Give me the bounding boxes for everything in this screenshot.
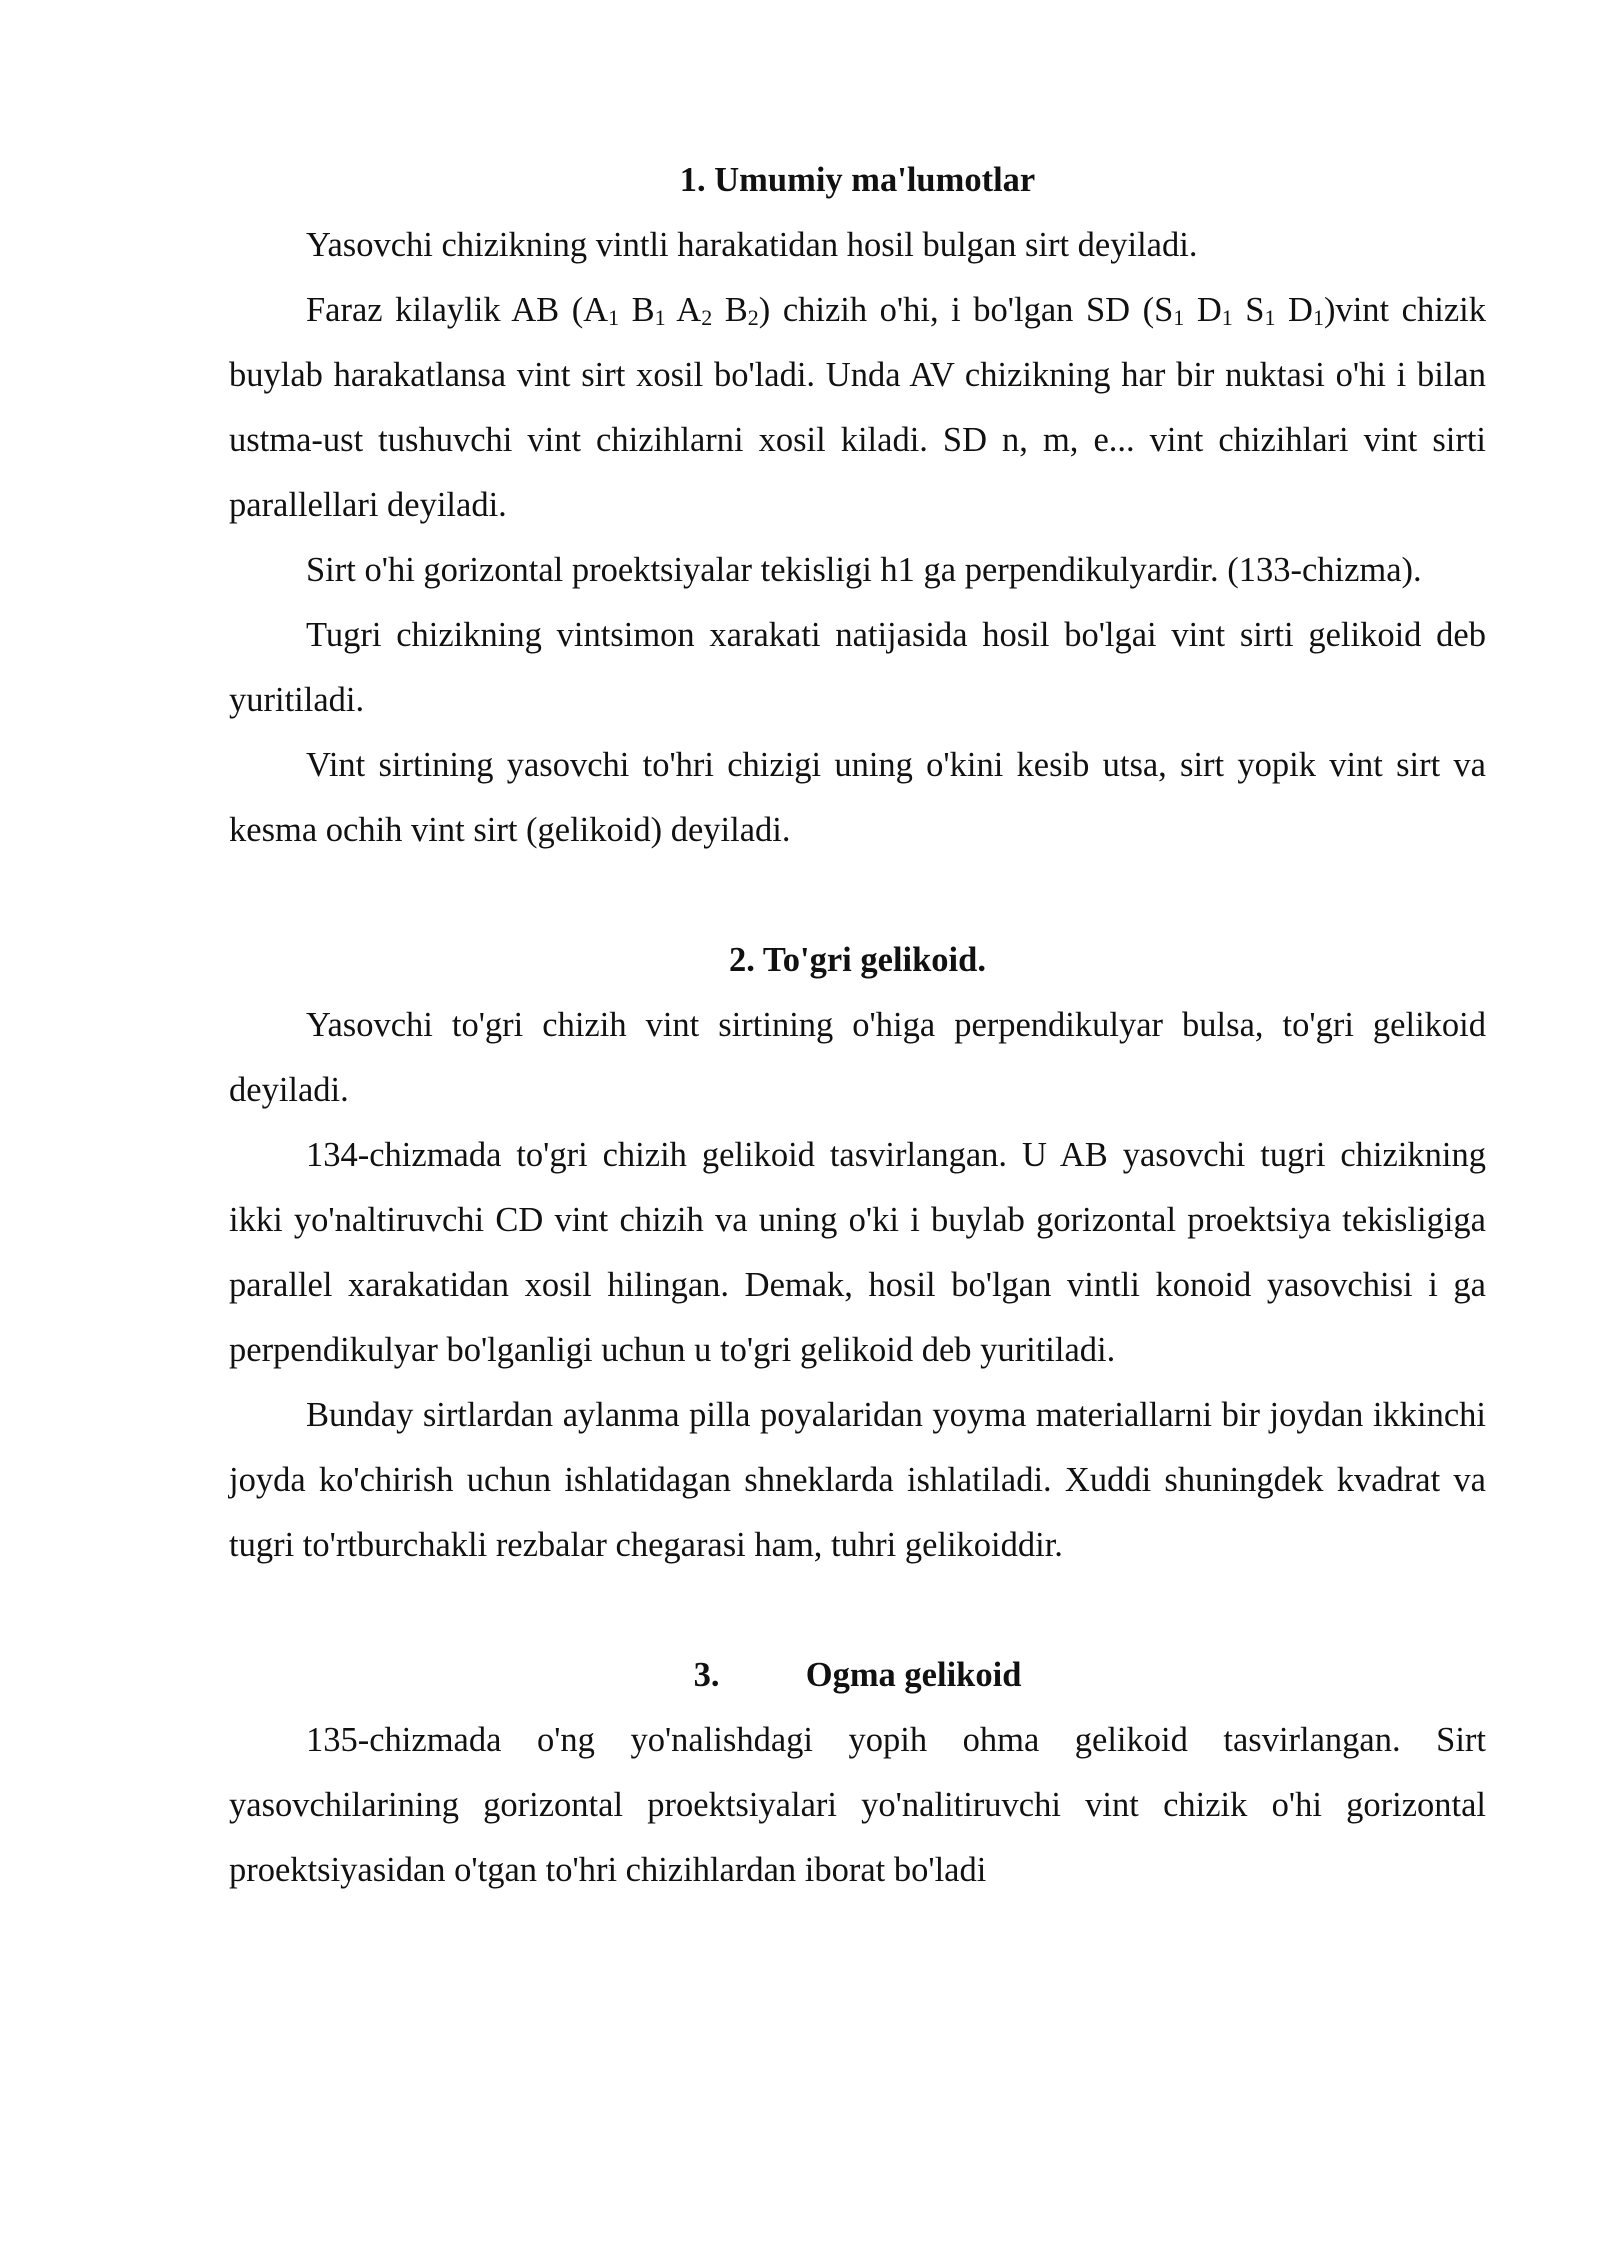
section-3-paragraph-1: 135-chizmada o'ng yo'nalishdagi yopih ohma gelikoid tasvirlangan. Sirt yasovchilarining gorizontal proektsiyalari yo'nalitiruvchi vint chizik o'hi gorizontal proektsiyasidan o'tgan to'hri chizihlardan iborat bo'ladi	[229, 1721, 1486, 1889]
section-2-paragraph-2: 134-chizmada to'gri chizih gelikoid tasvirlangan. U AB yasovchi tugri chizikning ikki yo'naltiruvchi CD vint chizih va uning o'ki i buylab gorizontal proektsiya tekisligiga parallel xarakatidan xosil hilingan. Demak, hosil bo'lgan vintli konoid yasovchisi i ga perpendikulyar bo'lganligi uchun u to'gri gelikoid deb yuritiladi.	[229, 1136, 1486, 1369]
section-1-paragraph-2: Faraz kilaylik AB ($A_1$ $B_1$ $A_2$ $B_2$) chizih o'hi, i bo'lgan SD ($S_1$ $D_1$ $S_1$ $D_1)vint$ chizik buylab harakatlansa vint sirt xosil bo'ladi. Unda AV chizikning har bir nuktasi o'hi i bilan ustma-ust tushuvchi vint chizihlarni xosil kiladi. SD n, m, e... vint chizihlari vint sirti parallellari deyiladi.	[229, 291, 1486, 524]
section-1-heading: 1. Umumiy ma'lumotlar	[679, 161, 1036, 199]
section-3-heading: 3. Ogma gelikoid	[693, 1656, 1022, 1694]
section-2-paragraph-1: Yasovchi to'gri chizih vint sirtining o'higa perpendikulyar bulsa, to'gri gelikoid deyiladi.	[229, 1006, 1486, 1109]
section-spacer	[229, 1578, 1486, 1643]
section-1-paragraph-4: Tugri chizikning vintsimon xarakati natijasida hosil bo'lgai vint sirti gelikoid deb yuritiladi.	[229, 616, 1486, 719]
section-spacer	[229, 863, 1486, 928]
section-2-paragraph-3: Bunday sirtlardan aylanma pilla poyalaridan yoyma materiallarni bir joydan ikkinchi joyda ko'chirish uchun ishlatidagan shneklarda ishlatiladi. Xuddi shuningdek kvadrat va tugri to'rtburchakli rezbalar chegarasi ham, tuhri gelikoiddir.	[229, 1396, 1486, 1564]
section-1-paragraph-5: Vint sirtining yasovchi to'hri chizigi uning o'kini kesib utsa, sirt yopik vint sirt va kesma ochih vint sirt (gelikoid) deyiladi.	[229, 746, 1486, 849]
section-1-paragraph-1: Yasovchi chizikning vintli harakatidan hosil bulgan sirt deyiladi.	[306, 226, 1198, 264]
section-1-paragraph-3: Sirt o'hi gorizontal proektsiyalar tekisligi h1 ga perpendikulyardir. (133-chizma).	[306, 551, 1422, 589]
section-2-heading: 2. To'gri gelikoid.	[729, 941, 986, 979]
